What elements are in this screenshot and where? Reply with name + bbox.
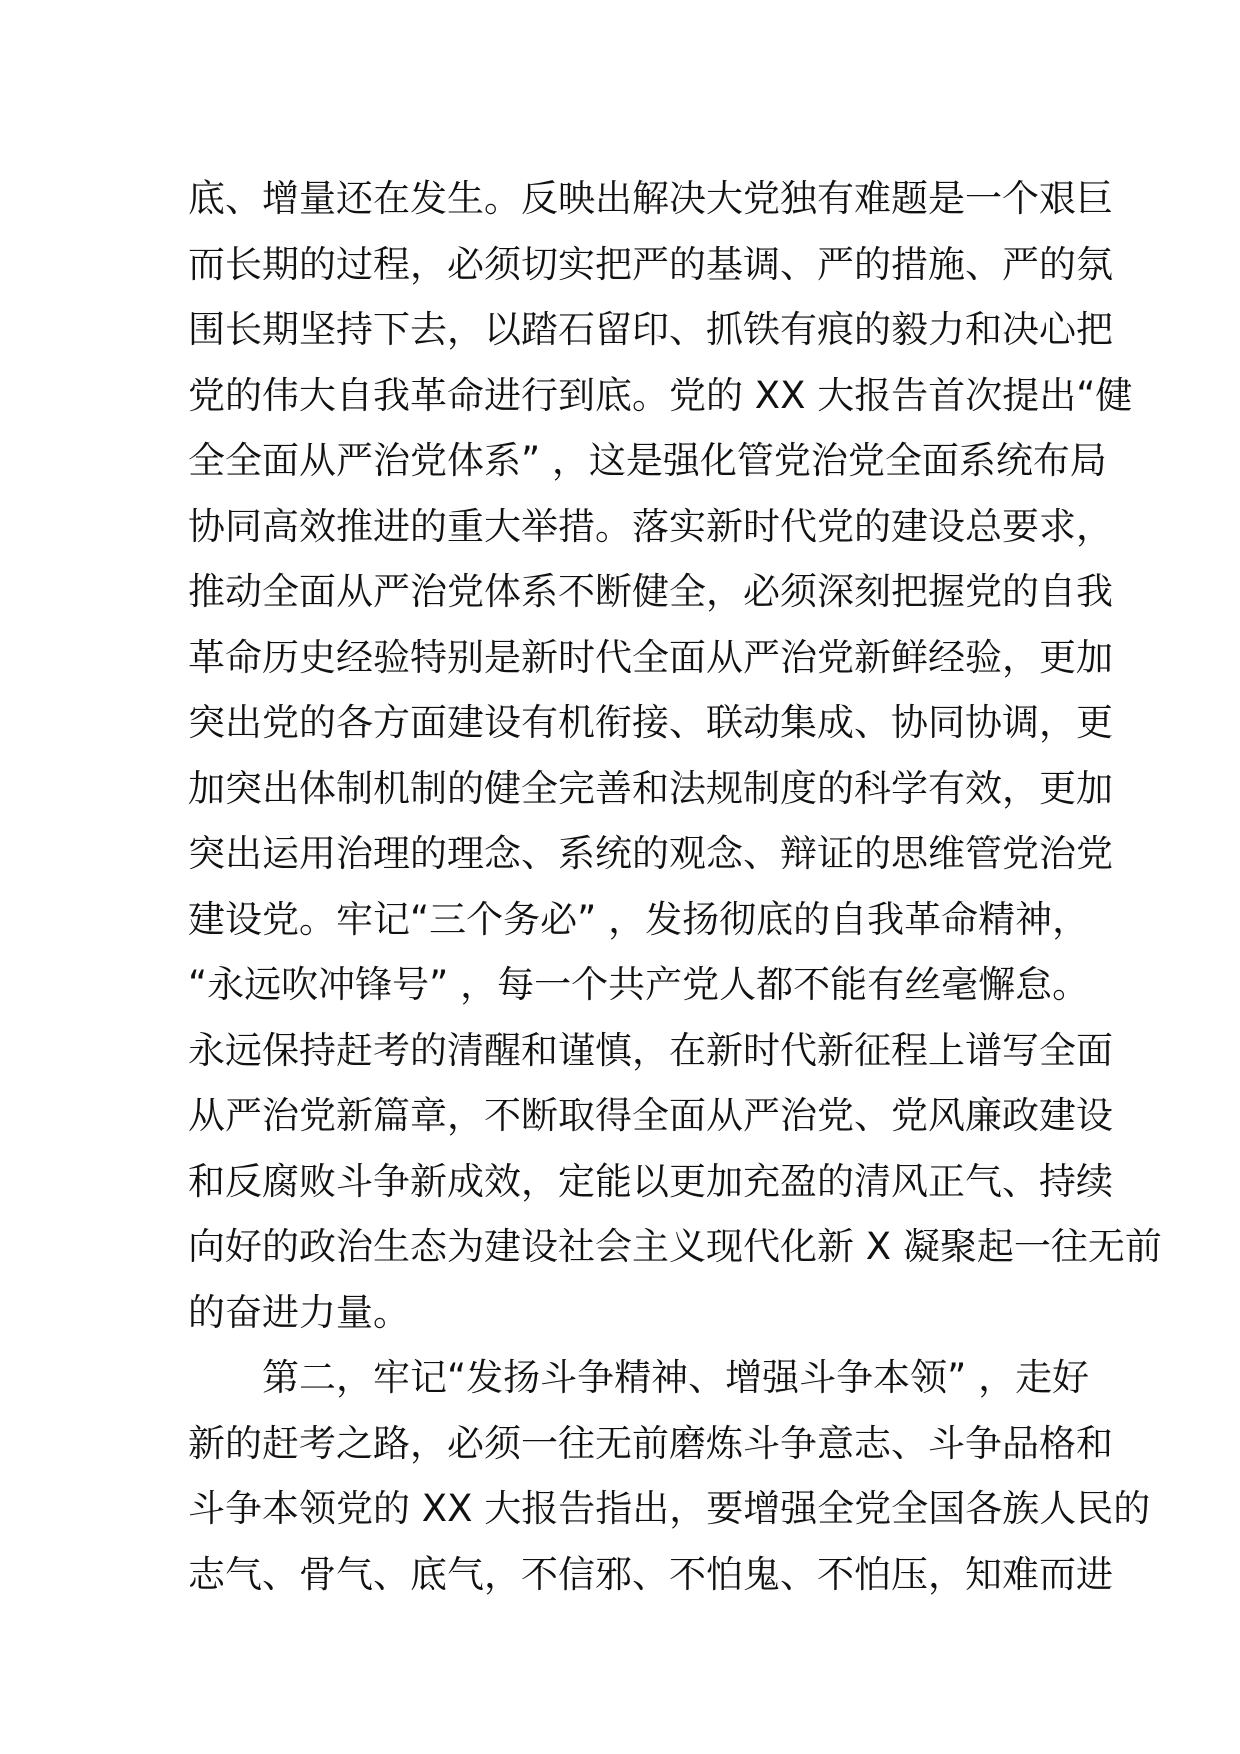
text-line: 推动全面从严治党体系不断健全，必须深刻把握党的自我 [188, 570, 1113, 613]
text-line: 建设党。牢记“三个务必” ，发扬彻底的自我革命精神， [188, 897, 1090, 941]
text-line: 的奋进力量。 [188, 1290, 410, 1334]
text-line: 加突出体制机制的健全完善和法规制度的科学有效，更加 [188, 766, 1113, 810]
text-line: “永远吹冲锋号” ，每一个共产党人都不能有丝毫懈怠。 [188, 963, 1090, 1006]
text-line: 新的赶考之路，必须一往无前磨炼斗争意志、斗争品格和 [188, 1421, 1113, 1465]
text-line: 第二，牢记“发扬斗争精神、增强斗争本领” ，走好 [188, 1356, 1090, 1399]
body-text [188, 166, 1162, 1607]
text-line: 党的伟大自我革命进行到底。党的 XX 大报告首次提出“健 [188, 373, 1133, 417]
text-line: 向好的政治生态为建设社会主义现代化新 X 凝聚起一往无前 [188, 1225, 1162, 1268]
text-line: 斗争本领党的 XX 大报告指出，要增强全党全国各族人民的 [188, 1487, 1151, 1530]
text-line: 突出运用治理的理念、系统的观念、辩证的思维管党治党 [188, 832, 1113, 875]
text-line: 而长期的过程，必须切实把严的基调、严的措施、严的氛 [188, 242, 1113, 286]
text-line: 底、增量还在发生。反映出解决大党独有难题是一个艰巨 [188, 177, 1113, 220]
text-line: 从严治党新篇章，不断取得全面从严治党、党风廉政建设 [188, 1094, 1113, 1137]
text-line: 突出党的各方面建设有机衔接、联动集成、协同协调，更 [188, 701, 1113, 744]
text-line: 全全面从严治党体系” ，这是强化管党治党全面系统布局 [188, 439, 1107, 482]
text-line: 革命历史经验特别是新时代全面从严治党新鲜经验，更加 [188, 635, 1113, 679]
text-line: 协同高效推进的重大举措。落实新时代党的建设总要求， [188, 504, 1113, 548]
text-line: 永远保持赶考的清醒和谨慎，在新时代新征程上谱写全面 [188, 1028, 1113, 1072]
text-line: 和反腐败斗争新成效，定能以更加充盈的清风正气、持续 [188, 1159, 1113, 1203]
text-line: 围长期坚持下去，以踏石留印、抓铁有痕的毅力和决心把 [188, 308, 1113, 351]
text-line: 志气、骨气、底气，不信邪、不怕鬼、不怕压，知难而进 [188, 1552, 1113, 1596]
